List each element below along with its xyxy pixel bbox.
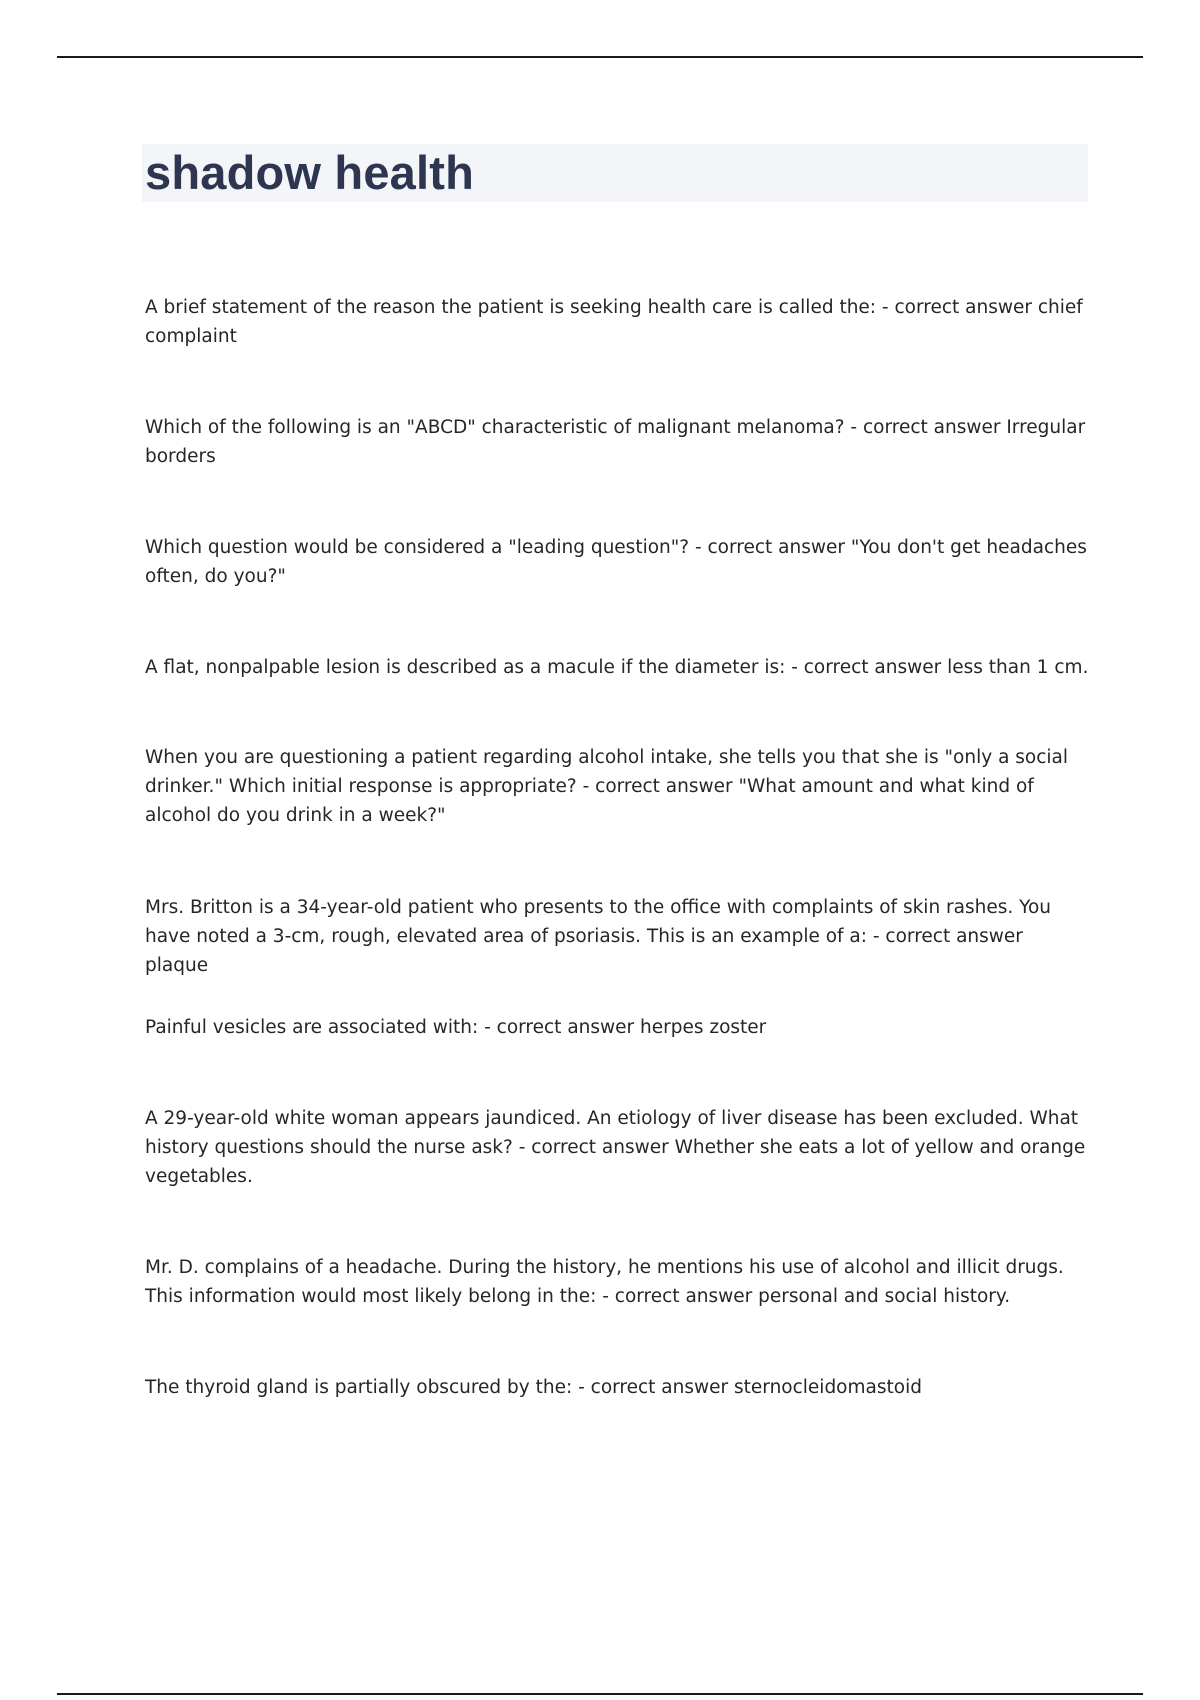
qa-item-6: Mrs. Britton is a 34-year-old patient who presents to the office with complaints of skin rashes. You have noted a 3-cm, rough, elevated area of psoriasis. This is an example of a: - correct answer plaque	[145, 897, 1052, 976]
bottom-rule	[57, 1693, 1143, 1695]
qa-item-10: The thyroid gland is partially obscured by the: - correct answer sternocleidomastoid	[145, 1377, 922, 1398]
qa-item-5: When you are questioning a patient regarding alcohol intake, she tells you that she is "only a social drinker." Which initial response is appropriate? - correct answer "What amount and what kind of alcohol do you drink in a week?"	[145, 747, 1069, 826]
qa-item-1: A brief statement of the reason the patient is seeking health care is called the: - correct answer chief complaint	[145, 297, 1083, 347]
qa-item-8: A 29-year-old white woman appears jaundiced. An etiology of liver disease has been excluded. What history questions should the nurse ask? - correct answer Whether she eats a lot of yellow and orange vegetables.	[145, 1108, 1086, 1187]
qa-item-2: Which of the following is an "ABCD" characteristic of malignant melanoma? - correct answer Irregular borders	[145, 417, 1086, 467]
top-rule	[57, 56, 1143, 58]
qa-item-9: Mr. D. complains of a headache. During the history, he mentions his use of alcohol and illicit drugs. This information would most likely belong in the: - correct answer personal and social history.	[145, 1257, 1064, 1307]
page-title: shadow health	[145, 146, 475, 199]
qa-item-3: Which question would be considered a "leading question"? - correct answer "You don't get headaches often, do you?"	[145, 537, 1087, 587]
qa-item-7: Painful vesicles are associated with: - correct answer herpes zoster	[145, 1017, 767, 1038]
qa-item-4: A flat, nonpalpable lesion is described as a macule if the diameter is: - correct answer less than 1 cm.	[145, 657, 1089, 678]
